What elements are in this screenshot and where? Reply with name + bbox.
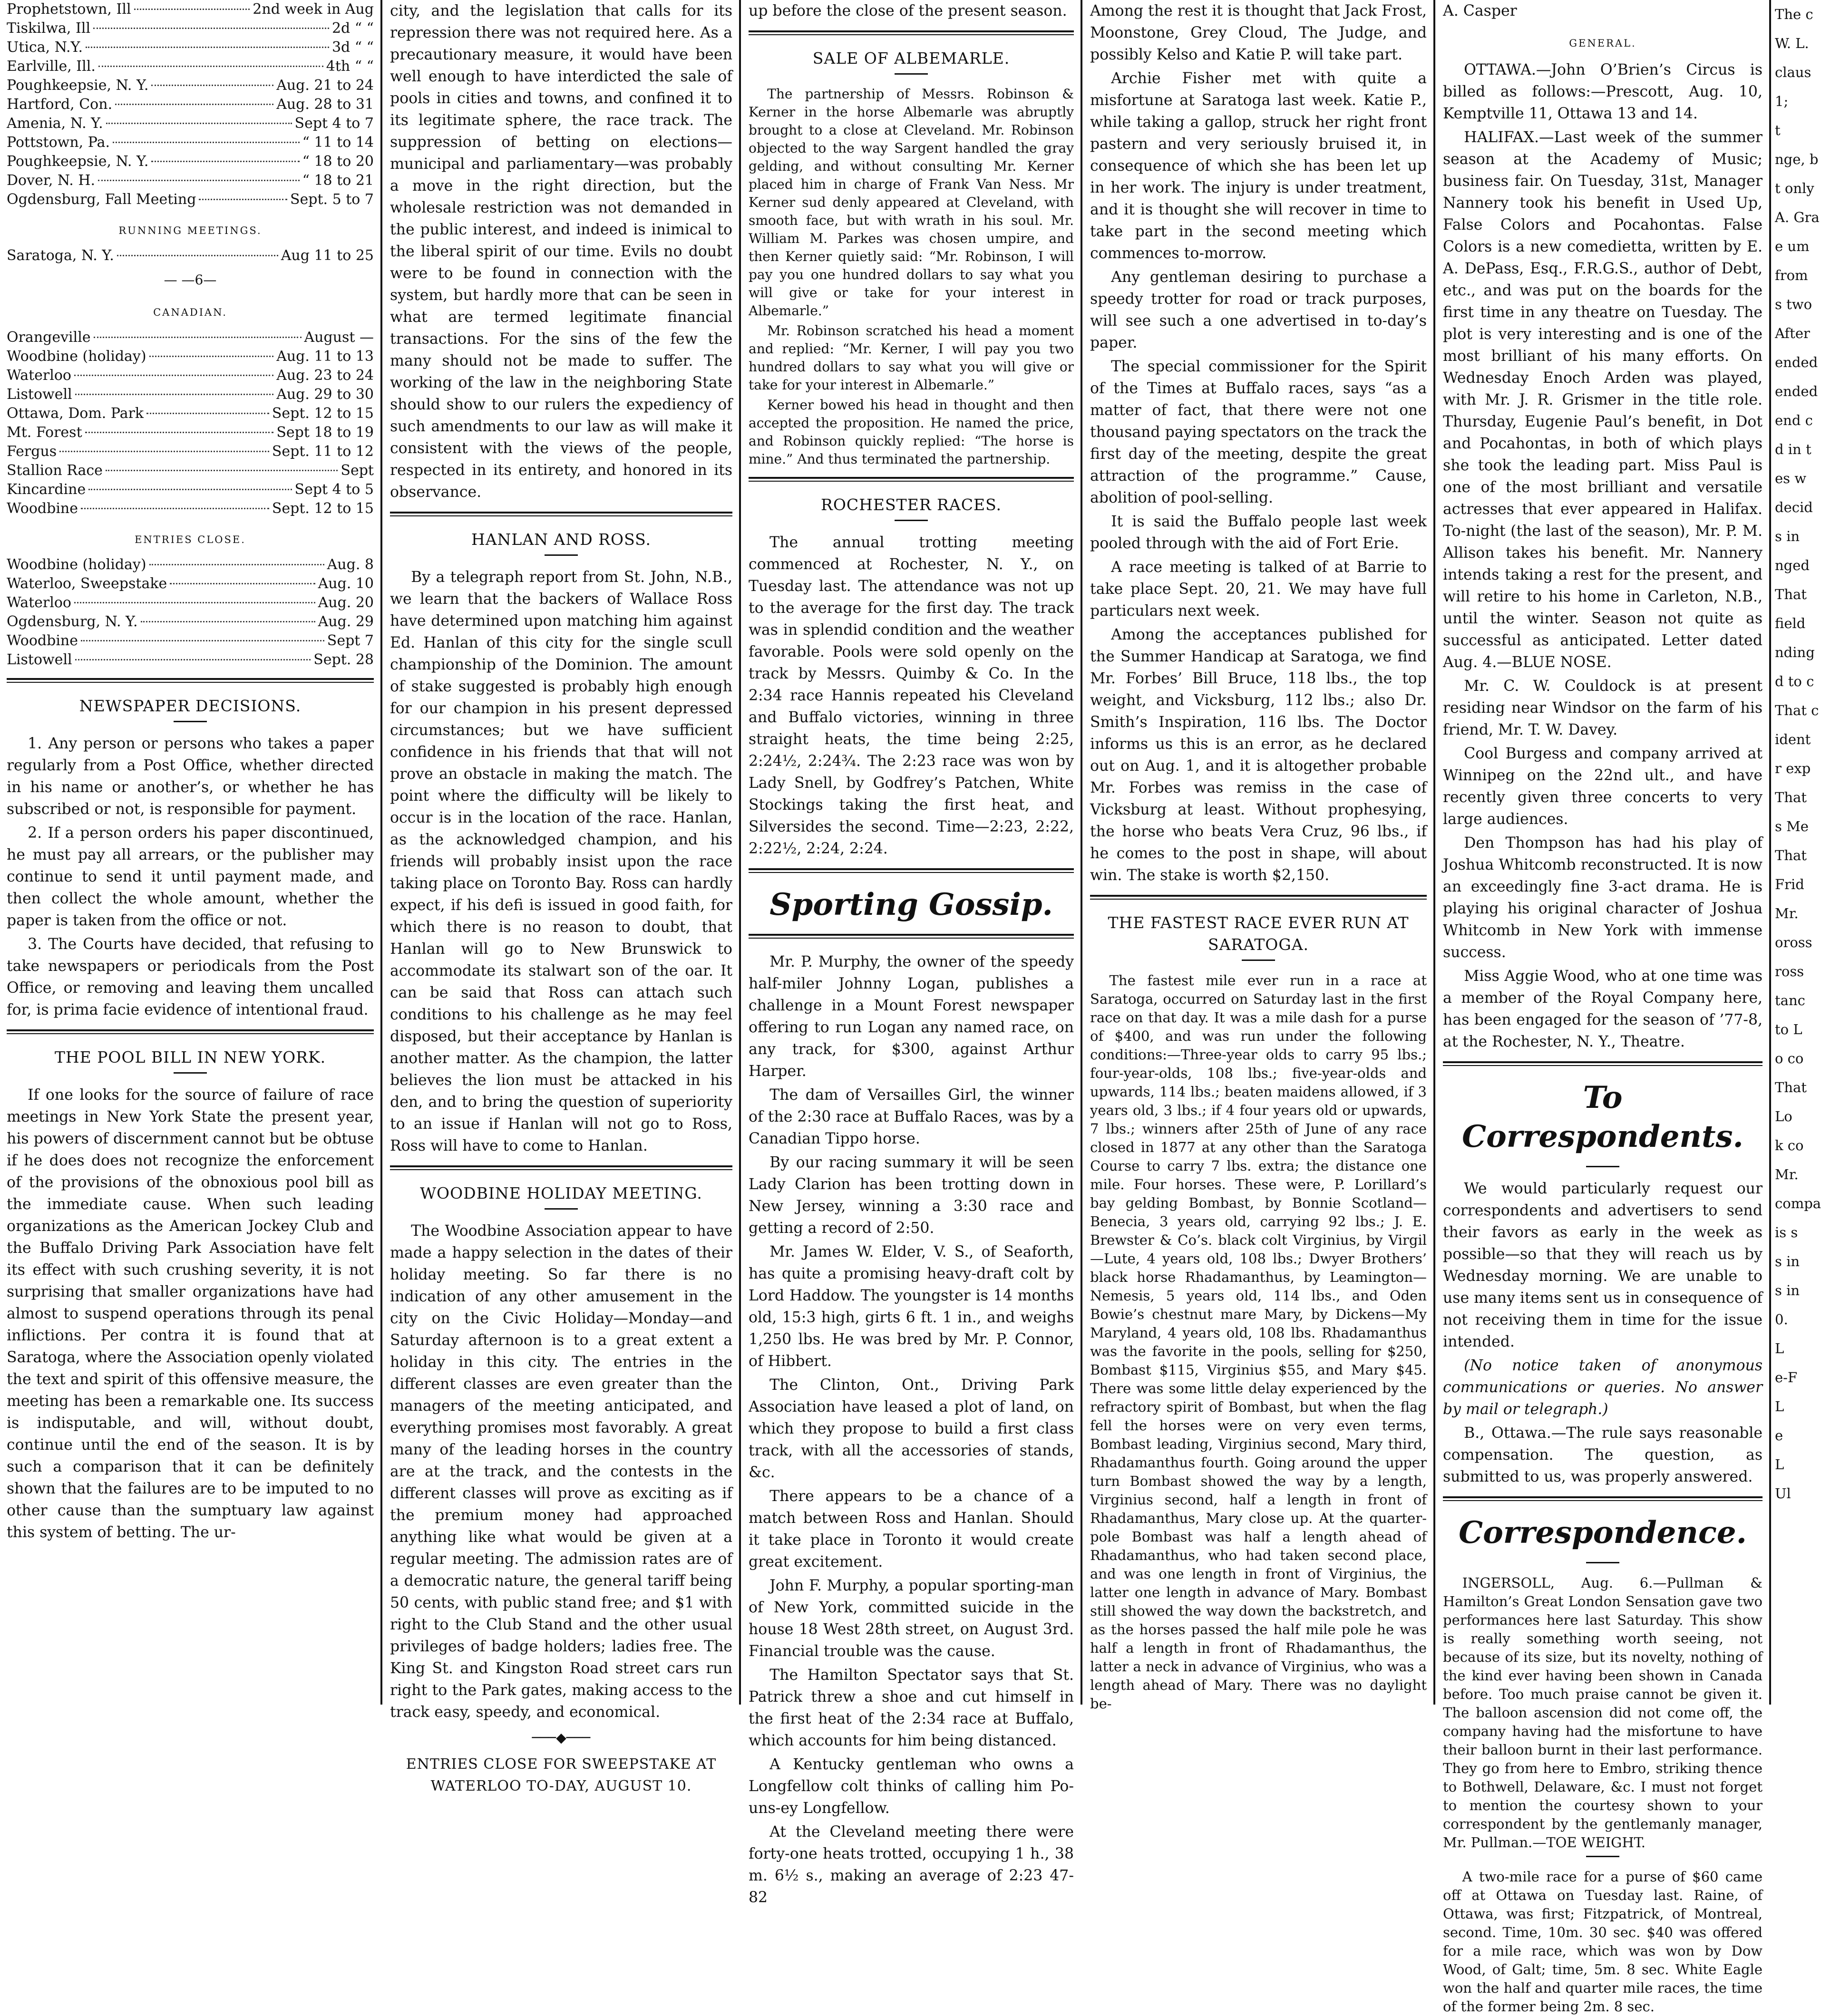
cropped-text-fragment: That xyxy=(1775,847,1807,863)
double-rule xyxy=(749,934,1074,939)
meeting-row xyxy=(7,114,374,133)
albemarle-article: The partnership of Messrs. Robinson & Kerner in the horse Albemarle was abruptly brought to a close at Cleveland. Mr. Robinson objected to the way Sargent handled the gray gelding, and without consulting Mr. Kerner placed him in charge of Frank Van Ness. Mr Kerner sud denly appeared at Cleveland, with smooth face, but with wrath in his soul. Mr. William M. Parkes was chosen umpire, and then Kerner quietly said: “Mr. Robinson, I will pay you one hundred dollars to say what you will give or take for your interest in Albemarle.” xyxy=(749,86,1074,319)
entries-close-heading: ENTRIES CLOSE. xyxy=(135,534,246,545)
gossip-item: John F. Murphy, a popular sporting-man of New York, committed suicide in the house 18 West 28th street, on August 3rd. Financial trouble was the cause. xyxy=(749,1577,1074,1660)
canadian-meetings-list xyxy=(7,328,374,518)
to-correspondents-heading: To Correspondents. xyxy=(1462,1080,1743,1154)
dot-leader xyxy=(106,123,292,124)
meeting-row xyxy=(7,480,374,499)
meeting-date: Sept. 12 to 15 xyxy=(272,405,374,422)
short-rule xyxy=(545,1208,578,1210)
cropped-text-fragment: Ul xyxy=(1775,1485,1791,1502)
correspondents-note: (No notice taken of anonymous communications or queries. No answer by mail or telegraph.) xyxy=(1443,1357,1763,1418)
meeting-date: Aug. 20 xyxy=(318,594,374,611)
cropped-text-fragment: is s xyxy=(1775,1224,1798,1241)
dot-leader xyxy=(113,142,300,143)
column-rule xyxy=(1433,0,1435,1705)
column-6-cropped xyxy=(1772,0,1821,1705)
meeting-row xyxy=(7,442,374,461)
general-item: OTTAWA.—John O’Brien’s Circus is billed as follows:—Prescott, Aug. 10, Kemptville 11, Ottawa 13 and 14. xyxy=(1443,61,1763,122)
dot-leader xyxy=(85,432,274,433)
cropped-text-fragment: r exp xyxy=(1775,760,1811,776)
canadian-heading: CANADIAN. xyxy=(153,307,227,318)
cropped-text-fragment: e um xyxy=(1775,238,1810,254)
meeting-row xyxy=(7,574,374,593)
meeting-date: 2d “ “ xyxy=(331,20,374,37)
cropped-text-fragment: ident xyxy=(1775,731,1811,747)
sporting-gossip-heading: Sporting Gossip. xyxy=(769,887,1053,922)
dot-leader xyxy=(170,583,315,584)
cropped-text-fragment: s two xyxy=(1775,296,1812,312)
cropped-text-fragment: L xyxy=(1775,1456,1784,1473)
meeting-row xyxy=(7,171,374,190)
meeting-place: Poughkeepsie, N. Y. xyxy=(7,153,149,170)
cropped-text-fragment: That xyxy=(1775,586,1807,602)
cropped-text-fragment: s Me xyxy=(1775,818,1809,834)
double-rule xyxy=(1090,895,1427,900)
meeting-date: Aug. 29 to 30 xyxy=(276,386,374,403)
paragraph: Archie Fisher met with quite a misfortune at Saratoga last week. Katie P., while taking a gallop, struck her right front pastern and very seriously bruised it, in consequence of which she has been let up in her work. The injury is under treatment, and it is thought she will recover in time to take part in the second meeting which commences to-morrow. xyxy=(1090,70,1427,262)
meeting-place: Woodbine xyxy=(7,500,78,517)
double-rule xyxy=(749,30,1074,35)
column-3 xyxy=(742,0,1081,1906)
meeting-row xyxy=(7,19,374,38)
paragraph: Among the acceptances published for the Summer Handicap at Saratoga, we find Mr. Forbes’ Bill Bruce, 118 lbs., the top weight, and Vicksburg, 112 lbs.; also Dr. Smith’s Inspiration, 116 lbs. The Doctor informs us this is an error, as he declared out on Aug. 1, and it is altogether probable Mr. Forbes was remiss in the case of Vicksburg at least. Without prophesying, the horse who beats Vera Cruz, 96 lbs., if he comes to the post in shape, will about win. The stake is worth $2,150. xyxy=(1090,626,1427,884)
meeting-date: Aug 11 to 25 xyxy=(281,247,374,264)
cropped-text-fragment: e xyxy=(1775,1427,1783,1444)
meeting-place: Waterloo, Sweepstake xyxy=(7,575,167,592)
gossip-item: Mr. James W. Elder, V. S., of Seaforth, has quite a promising heavy-draft colt by Lord Haddow. The youngster is 14 months old, 15:3 high, girts 6 ft. 1 in., and weighs 1,250 lbs. He was bred by Mr. P. Connor, of Hibbert. xyxy=(749,1243,1074,1370)
meeting-row xyxy=(7,76,374,95)
general-item: Mr. C. W. Couldock is at present residing near Windsor on the farm of his friend, Mr. T. W. Davey. xyxy=(1443,678,1763,738)
albemarle-article-3: Kerner bowed his head in thought and then accepted the proposition. He named the price, and Robinson quickly replied: “The horse is mine.” And thus terminated the partnership. xyxy=(749,397,1074,467)
ingersoll-letter: INGERSOLL, Aug. 6.—Pullman & Hamilton’s Great London Sensation gave two performances here last Saturday. This show is really something worth seeing, not because of its size, but its novelty, nothing of the kind ever having been shown in Canada before. Too much praise cannot be given it. The balloon ascension did not come off, the company having had the misfortune to have their balloon burnt in their last performance. They go from here to Embro, striking thence to Bothwell, Delaware, &c. I must not forget to mention the courtesy shown to your correspondent by the gentlemanly manager, Mr. Pullman.—TOE WEIGHT. xyxy=(1443,1575,1763,1851)
meeting-place: Poughkeepsie, N. Y. xyxy=(7,77,149,94)
meeting-date: Sept. 11 to 12 xyxy=(272,443,374,460)
cropped-text-fragment: Mr. xyxy=(1775,905,1799,921)
column-rule xyxy=(739,0,741,1705)
pool-bill-article: If one looks for the source of failure of race meetings in New York State the present year, his powers of discernment cannot but be obtuse if he does does not recognize the enforcement of the provisions of the obnoxious pool bill as the immediate cause. When such leading organizations as the American Jockey Club and the Buffalo Driving Park Association have felt its effect with such crushing severity, it is not surprising that smaller organizations have had almost to suspend operations through its penal inflictions. Per contra it is found that at Saratoga, where the Association openly violated the text and spirit of this offensive measure, the meeting has been a remarkable one. Its success is indisputable, and will, without doubt, continue until the end of the season. It is by such a comparison that it can be definitely shown that the failures are to be imputed to no other cause than the sumptuary law against this system of betting. The ur- xyxy=(7,1086,374,1541)
decision-1: 1. Any person or persons who takes a paper regularly from a Post Office, whether directed in his name or another’s, or whether he has subscribed or not, is responsible for payment. xyxy=(7,735,374,818)
meeting-row xyxy=(7,650,374,669)
running-meetings-list xyxy=(7,246,374,265)
dot-leader xyxy=(94,337,302,338)
woodbine-article: The Woodbine Association appear to have made a happy selection in the dates of their holiday meeting. So far there is no indication of any other amusement in the city on the Civic Holiday—Monday—and Saturday afternoon is to a great extent a holiday in this city. The entries in the different classes are even greater than the managers of the meeting anticipated, and everything promises most favorably. A great many of the leading horses in the country are at the track, and the contests in the different classes will prove as exciting as if the premium money had approached anything like what would be given at a regular meeting. The admission rates are of a democratic nature, the general tariff being 50 cents, with public stand free; and $1 with right to the Club Stand and the other usual privileges of badge holders; ladies free. The King St. and Kingston Road street cars run right to the Park gates, making access to the track easy, speedy, and economical. xyxy=(390,1222,732,1721)
meeting-place: Kincardine xyxy=(7,481,86,498)
meeting-row xyxy=(7,461,374,480)
gossip-item: By our racing summary it will be seen Lady Clarion has been trotting down in New Jersey, winning a 3:30 race and getting a record of 2:50. xyxy=(749,1154,1074,1237)
dot-leader xyxy=(151,85,273,86)
meeting-place: Stallion Race xyxy=(7,462,103,479)
column-rule xyxy=(1081,0,1082,1705)
dot-leader xyxy=(151,161,299,162)
meeting-row xyxy=(7,423,374,442)
column-4 xyxy=(1083,0,1433,1712)
cropped-text-fragment: Mr. xyxy=(1775,1166,1799,1182)
cropped-text-fragment: Frid xyxy=(1775,876,1804,892)
general-item: Miss Aggie Wood, who at one time was a member of the Royal Company here, has been engaged for the season of ’77-8, at the Rochester, N. Y., Theatre. xyxy=(1443,968,1763,1050)
cropped-text-fragment: L xyxy=(1775,1340,1784,1357)
meeting-date: “ 11 to 14 xyxy=(302,134,374,151)
entries-close-notice: ENTRIES CLOSE FOR SWEEPSTAKE AT WATERLOO TO-DAY, AUGUST 10. xyxy=(406,1756,717,1794)
correspondents-reply: B., Ottawa.—The rule says reasonable compensation. The question, as submitted to us, was properly answered. xyxy=(1443,1425,1763,1485)
dot-leader xyxy=(146,413,269,414)
cropped-text-fragment: After xyxy=(1775,325,1810,341)
meeting-row xyxy=(7,366,374,385)
albemarle-heading: SALE OF ALBEMARLE. xyxy=(812,49,1010,68)
gossip-item: There appears to be a chance of a match between Ross and Hanlan. Should it take place in Toronto it would create great excitement. xyxy=(749,1488,1074,1570)
meeting-row xyxy=(7,385,374,404)
hanlan-ross-heading: HANLAN AND ROSS. xyxy=(471,530,652,549)
meeting-date: Aug. 8 xyxy=(327,556,374,573)
gossip-item: At the Cleveland meeting there were forty-one heats trotted, occupying 1 h., 38 m. 6½ s., making an average of 2:23 47-82 xyxy=(749,1823,1074,1906)
dot-leader xyxy=(75,659,311,660)
cropped-text-fragment: claus xyxy=(1775,64,1811,80)
cropped-text-fragment: d to c xyxy=(1775,673,1814,689)
meeting-date: 4th “ “ xyxy=(326,58,374,75)
meeting-row xyxy=(7,95,374,114)
meeting-place: Amenia, N. Y. xyxy=(7,115,103,132)
meeting-place: Ogdensburg, N. Y. xyxy=(7,613,138,630)
general-item: Cool Burgess and company arrived at Winnipeg on the 22nd ult., and have recently given three concerts to very large audiences. xyxy=(1443,745,1763,828)
cropped-text-fragment: That xyxy=(1775,1079,1807,1095)
column-rule xyxy=(1769,0,1771,1705)
meeting-place: Ottawa, Dom. Park xyxy=(7,405,144,422)
rochester-heading: ROCHESTER RACES. xyxy=(821,495,1002,514)
trotting-meetings-list xyxy=(7,0,374,209)
meeting-date: Aug. 28 to 31 xyxy=(276,96,374,113)
short-rule xyxy=(1586,1562,1619,1563)
dot-leader xyxy=(98,66,323,67)
paragraph: A race meeting is talked of at Barrie to take place Sept. 20, 21. We may have full particulars next week. xyxy=(1090,559,1427,620)
short-rule xyxy=(895,73,928,75)
cropped-text-fragment: o co xyxy=(1775,1050,1804,1066)
meeting-place: Waterloo xyxy=(7,367,71,384)
meeting-row xyxy=(7,57,374,76)
cropped-text-fragment: 0. xyxy=(1775,1311,1788,1328)
meeting-date: Aug. 10 xyxy=(318,575,374,592)
cropped-text-fragment: end c xyxy=(1775,412,1813,428)
cropped-text-fragment: t only xyxy=(1775,180,1814,196)
meeting-date: Aug. 21 to 24 xyxy=(276,77,374,94)
double-rule xyxy=(1443,1061,1763,1066)
cropped-text-fragment: L xyxy=(1775,1398,1784,1415)
paragraph: It is said the Buffalo people last week pooled through with the aid of Fort Erie. xyxy=(1090,513,1427,552)
meeting-row xyxy=(7,190,374,209)
meeting-date: Aug. 11 to 13 xyxy=(276,348,374,365)
dot-leader xyxy=(134,9,250,10)
column-5 xyxy=(1436,0,1769,2015)
cropped-text-fragment: That c xyxy=(1775,702,1819,718)
cropped-text-fragment: k co xyxy=(1775,1137,1804,1153)
dot-leader xyxy=(141,621,315,622)
meeting-place: Woodbine (holiday) xyxy=(7,556,146,573)
cropped-text-fragment: s in xyxy=(1775,528,1800,544)
short-rule xyxy=(174,721,207,722)
dot-leader xyxy=(81,640,324,641)
meeting-date: 3d “ “ xyxy=(331,39,374,56)
dot-leader xyxy=(74,375,273,376)
separator: — —6— xyxy=(164,272,217,288)
dot-leader xyxy=(74,602,315,603)
fastest-race-heading: THE FASTEST RACE EVER RUN AT SARATOGA. xyxy=(1108,913,1409,954)
general-item: Den Thompson has had his play of Joshua Whitcomb reconstructed. It is now an exceedingly fine 3-act drama. He is playing his original character of Joshua Whitcomb in New York with immense success. xyxy=(1443,834,1763,961)
meeting-date: Sept 18 to 19 xyxy=(276,424,374,441)
meeting-date: August — xyxy=(304,329,374,346)
column-1 xyxy=(0,0,380,1705)
meeting-date: Aug. 23 to 24 xyxy=(276,367,374,384)
cropped-text-fragment: d in t xyxy=(1775,441,1811,457)
cropped-text-fragment: A. Gra xyxy=(1775,209,1820,225)
short-rule xyxy=(545,554,578,556)
gossip-item: The dam of Versailles Girl, the winner of the 2:30 race at Buffalo Races, was by a Canadian Tippo horse. xyxy=(749,1086,1074,1147)
double-rule xyxy=(390,1165,732,1170)
cropped-text-fragment: nged xyxy=(1775,557,1810,573)
albemarle-article-2: Mr. Robinson scratched his head a moment and replied: “Mr. Kerner, I will pay you two hundred dollars to say what you will give or take for your interest in Albemarle.” xyxy=(749,323,1074,393)
cropped-text-fragment: from xyxy=(1775,267,1808,283)
meeting-date: Sept 7 xyxy=(327,632,374,649)
cropped-text-fragment: ended xyxy=(1775,354,1818,370)
meeting-row xyxy=(7,328,374,347)
meeting-place: Pottstown, Pa. xyxy=(7,134,110,151)
dot-leader xyxy=(81,508,269,509)
dot-leader xyxy=(88,489,292,490)
meeting-place: Tiskilwa, Ill xyxy=(7,20,91,37)
rochester-article: The annual trotting meeting commenced at Rochester, N. Y., on Tuesday last. The attendance was not up to the average for the first day. The track was in splendid condition and the weather favorable. Pools were sold openly on the track by Messrs. Quimby & Co. In the 2:34 race Hannis repeated his Cleveland and Buffalo victories, winning in three straight heats, the time being 2:25, 2:24½, 2:24¾. The 2:23 race was won by Lady Snell, by Godfrey’s Patchen, White Stockings taking the first heat, and Silversides the second. Time—2:23, 2:22, 2:22½, 2:24, 2:24. xyxy=(749,534,1074,857)
gossip-item: The Hamilton Spectator says that St. Patrick threw a shoe and cut himself in the first heat of the 2:34 race at Buffalo, which accounts for him being distanced. xyxy=(749,1667,1074,1749)
gossip-item: The Clinton, Ont., Driving Park Association have leased a plot of land, on which they propose to build a first class track, with all the accessories of stands, &c. xyxy=(749,1376,1074,1481)
cropped-text-fragment: The c xyxy=(1775,6,1813,22)
meeting-place: Dover, N. H. xyxy=(7,172,96,189)
meeting-row xyxy=(7,555,374,574)
dot-leader xyxy=(93,28,329,29)
short-rule xyxy=(1242,960,1275,961)
meeting-place: Fergus xyxy=(7,443,57,460)
meeting-place: Woodbine (holiday) xyxy=(7,348,146,365)
double-rule xyxy=(749,868,1074,873)
meeting-row xyxy=(7,133,374,152)
dot-leader xyxy=(117,255,278,256)
dot-leader xyxy=(149,564,324,565)
meeting-row xyxy=(7,347,374,366)
double-rule xyxy=(7,1029,374,1034)
meeting-row xyxy=(7,404,374,423)
column-rule xyxy=(380,0,382,1705)
cropped-text-fragment: W. L. xyxy=(1775,35,1809,51)
meeting-row xyxy=(7,631,374,650)
general-heading: GENERAL. xyxy=(1569,38,1636,49)
meeting-date: “ 18 to 20 xyxy=(302,153,374,170)
newspaper-decisions-heading: NEWSPAPER DECISIONS. xyxy=(79,697,302,715)
hanlan-ross-article: By a telegraph report from St. John, N.B., we learn that the backers of Wallace Ross have determined upon matching him against Ed. Hanlan of this city for the single scull championship of the Dominion. The amount of stake suggested is probably high enough for our champion in his present depressed circumstances; but we have sufficient confidence in his friends that that will not prove an obstacle in making the match. The point where the difficulty will be likely to occur is in the location of the race. Hanlan, as the acknowledged champion, and his friends will probably insist upon the race taking place on Toronto Bay. Ross can hardly expect, if his defi is issued in good faith, for which there is no reason to doubt, that Hanlan will go to New Brunswick to accommodate its stalwart son of the oar. It can be said that Ross can attach such conditions to his challenge as he may feel disposed, but their acceptance by Hanlan is another matter. As the champion, the latter believes the lion must be attacked in his den, and to bring the question of superiority to an issue if Hanlan will not go to Ross, Ross will have to come to Hanlan. xyxy=(390,569,732,1154)
meeting-place: Utica, N.Y. xyxy=(7,39,83,56)
correspondents-notice: We would particularly request our correspondents and advertisers to send their favors as early in the week as possible—so that they will reach us by Wednesday morning. We are unable to use many items sent us in consequence of not receiving them in time for the issue intended. xyxy=(1443,1180,1763,1350)
meeting-row xyxy=(7,593,374,612)
meeting-row xyxy=(7,499,374,518)
decision-3: 3. The Courts have decided, that refusing to take newspapers or periodicals from the Post Office, or removing and leaving them uncalled for, is prima facie evidence of intentional fraud. xyxy=(7,936,374,1018)
top-line: A. Casper xyxy=(1443,2,1517,19)
cropped-text-fragment: s in xyxy=(1775,1282,1800,1299)
cropped-text-fragment: to L xyxy=(1775,1021,1802,1037)
short-rule xyxy=(1586,1856,1619,1857)
cropped-text-fragment: 1; xyxy=(1775,93,1789,109)
short-rule xyxy=(895,520,928,521)
cropped-text-fragment: es w xyxy=(1775,470,1807,486)
cropped-text-fragment: field xyxy=(1775,615,1806,631)
meeting-place: Woodbine xyxy=(7,632,78,649)
meeting-date: Sept 4 to 5 xyxy=(294,481,374,498)
ornament-rule: ───◆─── xyxy=(532,1730,591,1745)
meeting-date: Sept xyxy=(341,462,374,479)
pool-bill-heading: THE POOL BILL IN NEW YORK. xyxy=(54,1048,326,1066)
dot-leader xyxy=(106,470,338,471)
paragraph: The special commissioner for the Spirit of the Times at Buffalo races, says “as a matter of fact, that there were not one thousand paying spectators on the track the first day of the meeting, despite the great attraction of the programme.” Cause, abolition of pool-selling. xyxy=(1090,358,1427,506)
double-rule xyxy=(7,678,374,683)
meeting-place: Hartford, Con. xyxy=(7,96,113,113)
dot-leader xyxy=(98,180,300,181)
meeting-place: Saratoga, N. Y. xyxy=(7,247,114,264)
meeting-row xyxy=(7,38,374,57)
correspondence-heading: Correspondence. xyxy=(1459,1515,1747,1551)
cropped-text-fragment: s in xyxy=(1775,1253,1800,1270)
meeting-place: Listowell xyxy=(7,386,72,403)
gossip-item: A Kentucky gentleman who owns a Longfellow colt thinks of calling him Po-uns-ey Longfellow. xyxy=(749,1756,1074,1817)
meeting-date: Sept. 28 xyxy=(313,651,374,668)
cropped-text-fragment: compa xyxy=(1775,1195,1821,1212)
running-meetings-heading: RUNNING MEETINGS. xyxy=(118,225,262,236)
cropped-text-fragment: nding xyxy=(1775,644,1815,660)
meeting-place: Ogdensburg, Fall Meeting xyxy=(7,191,196,208)
dot-leader xyxy=(115,104,273,105)
double-rule xyxy=(1443,1496,1763,1501)
ottawa-race-item: A two-mile race for a purse of $60 came off at Ottawa on Tuesday last. Raine, of Ottawa, was first; Fitzpatrick, of Montreal, second. Time, 10m. 30 sec. $40 was offered for a mile race, which was won by Dow Wood, of Galt; time, 5m. 8 sec. White Eagle won the half and quarter mile races, the time of the former being 2m. 8 sec. xyxy=(1443,1869,1763,2015)
meeting-place: Orangeville xyxy=(7,329,91,346)
meeting-date: Aug. 29 xyxy=(318,613,374,630)
short-rule xyxy=(1586,1166,1619,1167)
meeting-date: Sept. 5 to 7 xyxy=(290,191,374,208)
dot-leader xyxy=(199,199,287,200)
pool-bill-continued: city, and the legislation that calls for its repression there was not required here. As a precautionary measure, it would have been well enough to have interdicted the sale of pools in cities and towns, and confined it to its legitimate sphere, the race track. The suppression of betting on elections—municipal and parliamentary—was probably a move in the right direction, but the wholesale restriction was not demanded in the public interest, and indeed is inimical to the liberal spirit of our time. Evils no doubt were to be found in connection with the system, but hardly more that can be seen in what are termed legitimate financial transactions. For the sins of the few the many should not be made to suffer. The working of the law in the neighboring State should show to our rulers the expediency of such amendments to our law as will make it consistent with the views of the people, respected in its entirety, and honored in its observance. xyxy=(390,2,732,501)
meeting-row xyxy=(7,0,374,19)
meeting-row xyxy=(7,612,374,631)
paragraph: Any gentleman desiring to purchase a speedy trotter for road or track purposes, will see such a one advertised in to-day’s paper. xyxy=(1090,269,1427,351)
meeting-place: Listowell xyxy=(7,651,72,668)
cropped-text-fragment: That xyxy=(1775,789,1807,805)
short-rule xyxy=(174,1072,207,1074)
cropped-text-fragment: decid xyxy=(1775,499,1813,515)
gossip-item: Mr. P. Murphy, the owner of the speedy half-miler Johnny Logan, publishes a challenge in a Mount Forest newspaper offering to run Logan any named race, on any track, for $300, against Arthur Harper. xyxy=(749,953,1074,1080)
column-2 xyxy=(383,0,739,1794)
cropped-text-fragment: Lo xyxy=(1775,1108,1792,1124)
meeting-date: Sept. 12 to 15 xyxy=(272,500,374,517)
meeting-date: 2nd week in Aug xyxy=(253,1,374,18)
cropped-text-fragment: e-F xyxy=(1775,1369,1798,1386)
paragraph: Among the rest it is thought that Jack Frost, Moonstone, Grey Cloud, The Judge, and possibly Kelso and Katie P. will take part. xyxy=(1090,2,1427,63)
woodbine-heading: WOODBINE HOLIDAY MEETING. xyxy=(420,1184,702,1202)
dot-leader xyxy=(86,47,329,48)
meeting-place: Mt. Forest xyxy=(7,424,82,441)
meeting-date: “ 18 to 21 xyxy=(302,172,374,189)
cropped-text-fragment: oross xyxy=(1775,934,1812,950)
decision-2: 2. If a person orders his paper discontinued, he must pay all arrears, or the publisher may continue to send it until payment made, and then collect the whole amount, whether the paper is taken from the office or not. xyxy=(7,824,374,929)
dot-leader xyxy=(59,451,269,452)
meeting-row xyxy=(7,246,374,265)
fastest-race-article: The fastest mile ever run in a race at Saratoga, occurred on Saturday last in the first race on that day. It was a mile dash for a purse of $400, and was run under the following conditions:—Three-year olds to carry 95 lbs.; four-year-olds, 108 lbs.; five-year-olds and upwards, 114 lbs.; beaten maidens allowed, if 3 years old, 3 lbs.; if 4 four years old or upwards, 7 lbs.; winners after 25th of June of any race closed in 1877 at any other than the Saratoga Course to carry 7 lbs. extra; the distance one mile. Four horses. These were, P. Lorillard’s bay gelding Bombast, by Bonnie Scotland—Benecia, 3 years old, carrying 92 lbs.; J. E. Brewster & Co’s. black colt Virginius, by Virgil—Lute, 4 years old, 108 lbs.; Dwyer Brothers’ black horse Rhadamanthus, by Leamington—Nemesis, 5 years old, 114 lbs., and Oden Bowie’s chestnut mare Mary, by Dickens—My Maryland, 4 years old, 108 lbs. Rhadamanthus was the favorite in the pools, selling for $250, Bombast $115, Virginius $55, and Mary $45. There was some little delay experienced by the refractory spirit of Bombast, but when the flag fell the horses were on very even terms, Bombast leading, Virginius second, Mary third, Rhadamanthus fourth. Going around the upper turn Bombast showed the way by a length, Virginius second, half a length in front of Rhadamanthus, Mary close up. At the quarter-pole Bombast was half a length ahead of Rhadamanthus, who had taken second place, and was one length in front of Virginius, the latter one length in advance of Mary. Bombast still showed the way down the backstretch, and as the horses passed the half mile pole he was half a length in front of Rhadamanthus, the latter a neck in advance of Virginius, who was a length ahead of Mary. There was no daylight be- xyxy=(1090,972,1427,1712)
double-rule xyxy=(749,477,1074,482)
double-rule xyxy=(390,512,732,516)
dot-leader xyxy=(75,394,274,395)
meeting-place: Prophetstown, Ill xyxy=(7,1,131,18)
cropped-text-fragment: tanc xyxy=(1775,992,1805,1008)
meeting-place: Earlville, Ill. xyxy=(7,58,96,75)
top-line: up before the close of the present season. xyxy=(749,2,1067,19)
cropped-text-fragment: ended xyxy=(1775,383,1818,399)
meeting-place: Waterloo xyxy=(7,594,71,611)
meeting-row xyxy=(7,152,374,171)
entries-close-list xyxy=(7,555,374,669)
cropped-text-fragment: nge, b xyxy=(1775,151,1819,167)
dot-leader xyxy=(149,356,274,357)
cropped-text-fragment: ross xyxy=(1775,963,1804,979)
meeting-date: Sept 4 to 7 xyxy=(294,115,374,132)
general-item: HALIFAX.—Last week of the summer season at the Academy of Music; business fair. On Tuesday, 31st, Manager Nannery took his benefit in Used Up, False Colors and Pocahontas. False Colors is a new comedietta, written by E. A. DePass, Esq., F.R.G.S., author of Debt, etc., and was put on the boards for the first time in any theatre on Tuesday. The plot is very interesting and is one of the most brilliant of his many efforts. On Wednesday Enoch Arden was played, with Mr. J. R. Grismer in the title role. Thursday, Eugenie Paul’s benefit, in Dot and Pocahontas, in both of which plays she took the leading part. Miss Paul is one of the most brilliant and versatile actresses that ever appeared in Halifax. To-night (the last of the season), Mr. P. M. Allison takes his benefit. Mr. Nannery intends taking a rest for the present, and will retire to his home in Carleton, N.B., until the winter. Season not quite as successful as anticipated. Letter dated Aug. 4.—BLUE NOSE. xyxy=(1443,129,1763,671)
cropped-text-fragment: t xyxy=(1775,122,1781,138)
